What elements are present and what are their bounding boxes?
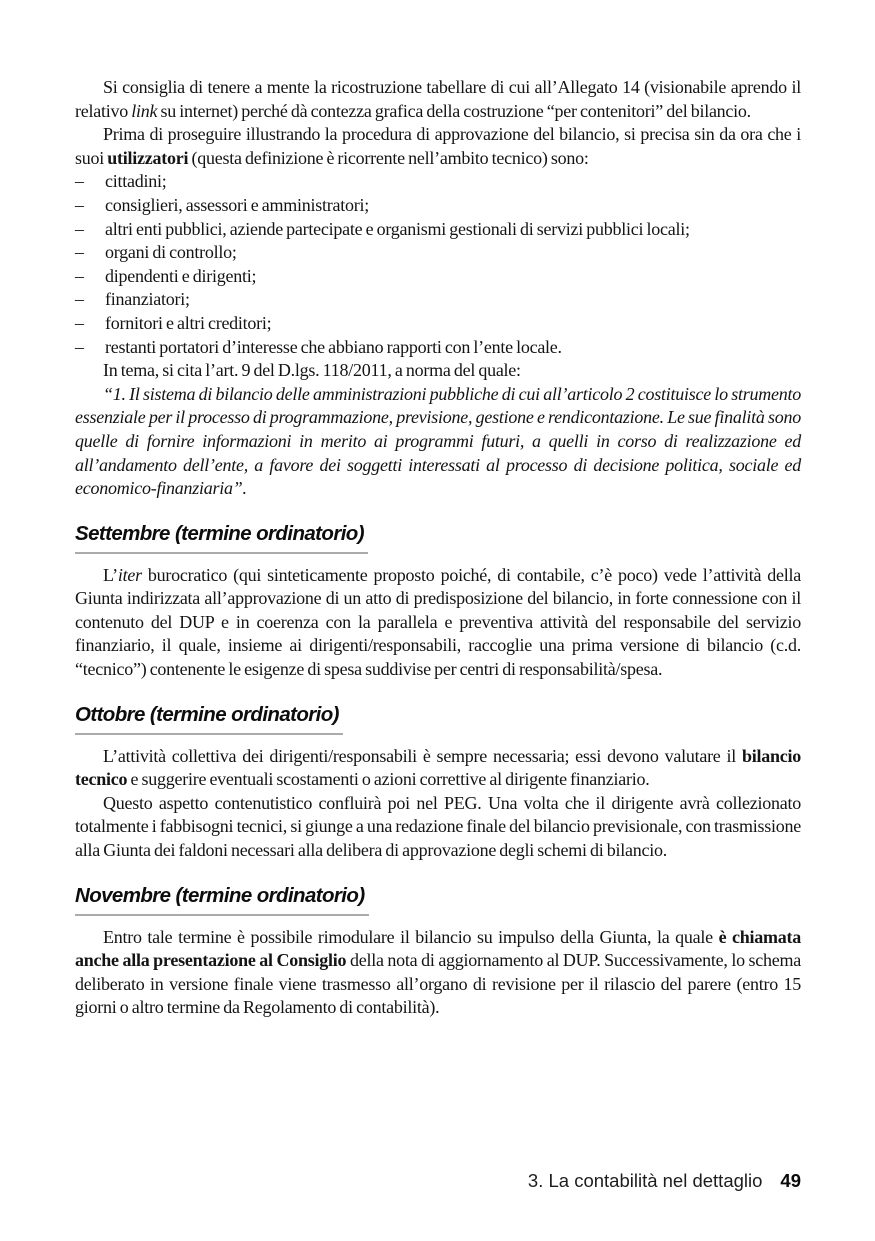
text-run: burocratico (qui sinteticamente proposto poiché, di contabile, c’è poco) vede l’attività della Giunta indirizzata all’approvazione di un atto di predisposizione del bilancio, in forte connessione con il contenuto del DUP e in coerenza con la parallela e preventiva attività del responsabile del servizio finanziario, il quale, insieme ai dirigenti/responsabili, raccoglie una prima versione di bilancio (c.d. “tecnico”) contenente le esigenze di spesa suddivise per centri di responsabilità/spesa. — [75, 564, 801, 680]
text-run: fornitori e altri creditori; — [105, 312, 272, 333]
list-item — [75, 218, 801, 242]
paragraph — [75, 359, 801, 383]
text-run: Entro tale termine è possibile rimodulare il bilancio su impulso della Giunta, la quale — [103, 926, 719, 947]
dash-bullet-list — [75, 170, 801, 359]
text-run: link — [131, 100, 158, 121]
section-heading: Settembre (termine ordinatorio) — [75, 522, 368, 554]
text-run: L’ — [103, 564, 118, 585]
paragraph — [75, 123, 801, 170]
section-heading-wrap — [75, 884, 801, 916]
paragraph — [75, 792, 801, 863]
text-run: bilancio tecnico — [75, 745, 801, 790]
list-item — [75, 336, 801, 360]
text-run: e suggerire eventuali scostamenti o azioni correttive al dirigente finanziario. — [127, 769, 650, 790]
text-run: organi di controllo; — [105, 242, 237, 263]
section-heading: Novembre (termine ordinatorio) — [75, 884, 369, 916]
section-heading: Ottobre (termine ordinatorio) — [75, 703, 343, 735]
text-run: della nota di aggiornamento al DUP. Successivamente, lo schema deliberato in versione finale viene trasmesso all’organo di revisione per il rilascio del parere (entro 15 giorni o altro termine da Regolamento di contabilità). — [75, 950, 802, 1018]
text-run: In tema, si cita l’art. 9 del D.lgs. 118/2011, a norma del quale: — [103, 360, 521, 381]
text-run: iter — [117, 564, 142, 585]
page-content — [75, 76, 801, 1020]
text-run: è chiamata anche alla presentazione al Consiglio — [75, 926, 802, 971]
text-run: finanziatori; — [105, 289, 190, 310]
text-run: altri enti pubblici, aziende partecipate e organismi gestionali di servizi pubblici locali; — [105, 218, 690, 239]
section-heading-wrap — [75, 703, 801, 735]
text-run: utilizzatori — [107, 147, 189, 168]
text-run: restanti portatori d’interesse che abbiano rapporti con l’ente locale. — [105, 336, 562, 357]
text-run: Questo aspetto contenutistico confluirà poi nel PEG. Una volta che il dirigente avrà collezionato totalmente i fabbisogni tecnici, si giunge a una redazione finale del bilancio previsionale, con trasmissione alla Giunta dei faldoni necessari alla delibera di approvazione degli schemi di bilancio. — [75, 792, 801, 861]
list-item — [75, 241, 801, 265]
text-run: L’attività collettiva dei dirigenti/responsabili è sempre necessaria; essi devono valutare il — [103, 745, 742, 766]
list-item — [75, 170, 801, 194]
section-heading-wrap — [75, 522, 801, 554]
list-item — [75, 312, 801, 336]
paragraph — [75, 926, 801, 1020]
text-run: consiglieri, assessori e amministratori; — [105, 194, 369, 215]
paragraph — [75, 745, 801, 792]
text-run: “1. Il sistema di bilancio delle amministrazioni pubbliche di cui all’articolo 2 costituisce lo strumento essenziale per il processo di programmazione, previsione, gestione e rendicontazione. Le sue finalità sono quelle di fornire informazioni in merito ai programmi futuri, a quelli in corso di realizzazione ed all’andamento dell’ente, a favore dei soggetti interessati al processo di decisione politica, sociale ed economico-finanziaria”. — [75, 383, 801, 499]
text-run: dipendenti e dirigenti; — [105, 265, 257, 286]
text-run: cittadini; — [105, 171, 167, 192]
list-item — [75, 288, 801, 312]
quote-paragraph — [75, 383, 801, 501]
text-run: Si consiglia di tenere a mente la ricostruzione tabellare di cui all’Allegato 14 (visionabile aprendo il relativo — [75, 77, 801, 121]
text-run: Prima di proseguire illustrando la procedura di approvazione del bilancio, si precisa sin da ora che i suoi — [75, 124, 801, 168]
footer-page-number: 49 — [780, 1170, 801, 1191]
text-run: (questa definizione è ricorrente nell’ambito tecnico) sono: — [188, 147, 589, 168]
text-run: su internet) perché dà contezza grafica della costruzione “per contenitori” del bilancio. — [157, 100, 751, 121]
list-item — [75, 194, 801, 218]
paragraph — [75, 564, 801, 682]
paragraph — [75, 76, 801, 123]
footer-chapter-title: 3. La contabilità nel dettaglio — [527, 1170, 763, 1191]
list-item — [75, 265, 801, 289]
page-footer — [528, 1170, 801, 1192]
